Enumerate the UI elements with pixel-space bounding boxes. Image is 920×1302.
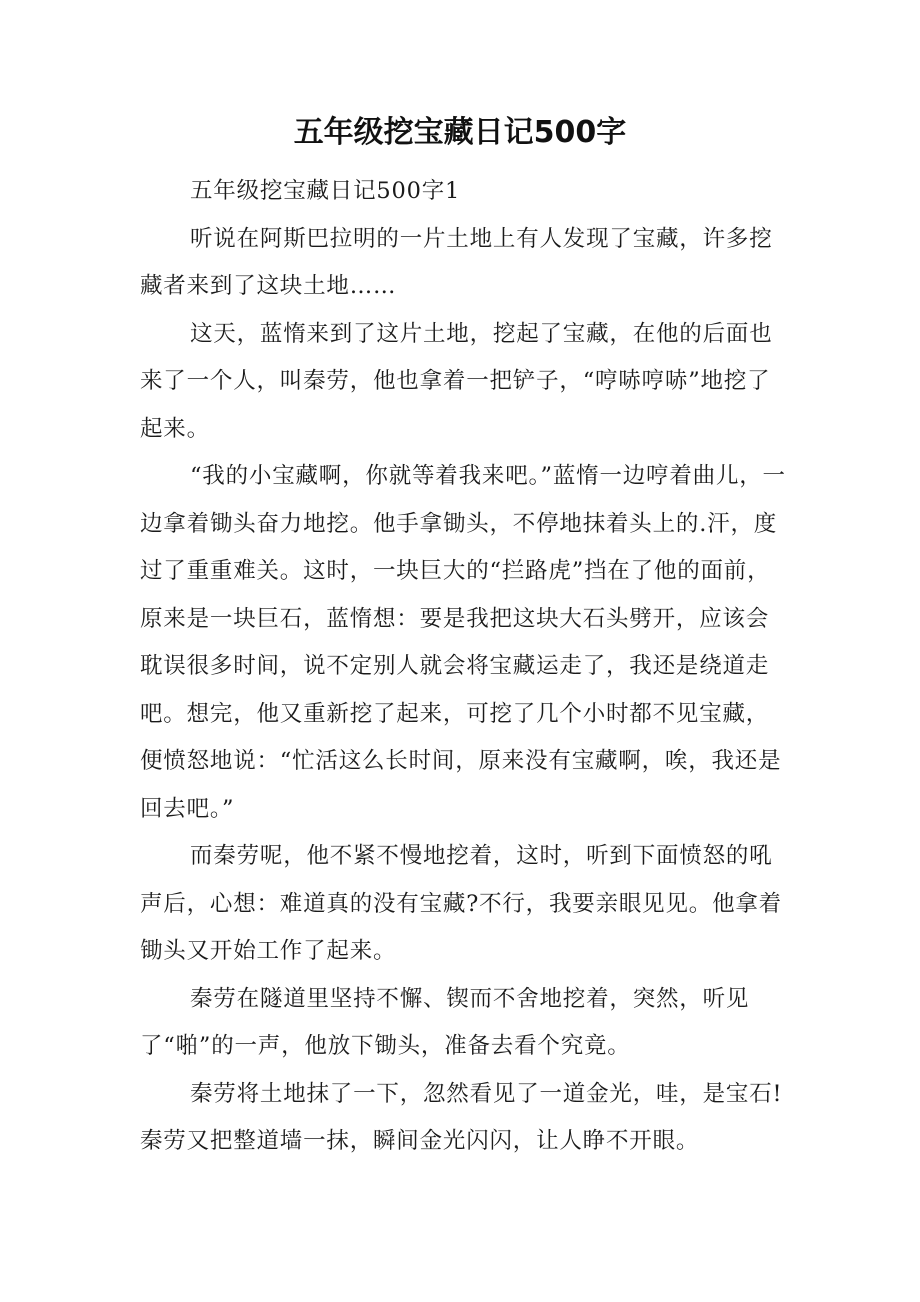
paragraph: 秦劳将土地抹了一下，忽然看见了一道金光，哇，是宝石!秦劳又把整道墙一抹，瞬间金光闪闪，让人睁不开眼。: [140, 1080, 783, 1154]
document-body: [140, 168, 790, 1166]
paragraph: 秦劳在隧道里坚持不懈、锲而不舍地挖着，突然，听见了“啪”的一声，他放下锄头，准备去看个究竟。: [140, 985, 750, 1059]
paragraph: “我的小宝藏啊，你就等着我来吧。”蓝惰一边哼着曲儿，一边拿着锄头奋力地挖。他手拿锄头，不停地抹着头上的.汗，度过了重重难关。这时，一块巨大的“拦路虎”挡在了他的面前，原来是一块巨石，蓝惰想：要是我把这块大石头劈开，应该会耽误很多时间，说不定别人就会将宝藏运走了，我还是绕道走吧。想完，他又重新挖了起来，可挖了几个小时都不见宝藏，便愤怒地说：“忙活这么长时间，原来没有宝藏啊，唉，我还是回去吧。”: [140, 463, 786, 822]
document-title: 五年级挖宝藏日记500字: [293, 115, 627, 150]
paragraph: 这天，蓝惰来到了这片土地，挖起了宝藏，在他的后面也来了一个人，叫秦劳，他也拿着一把铲子，“哼哧哼哧”地挖了起来。: [140, 320, 773, 442]
paragraph: 而秦劳呢，他不紧不慢地挖着，这时，听到下面愤怒的吼声后，心想：难道真的没有宝藏?不行，我要亲眼见见。他拿着锄头又开始工作了起来。: [140, 843, 782, 964]
paragraph: 听说在阿斯巴拉明的一片土地上有人发现了宝藏，许多挖藏者来到了这块土地……: [140, 225, 773, 299]
paragraph-subtitle: 五年级挖宝藏日记500字1: [190, 178, 461, 204]
